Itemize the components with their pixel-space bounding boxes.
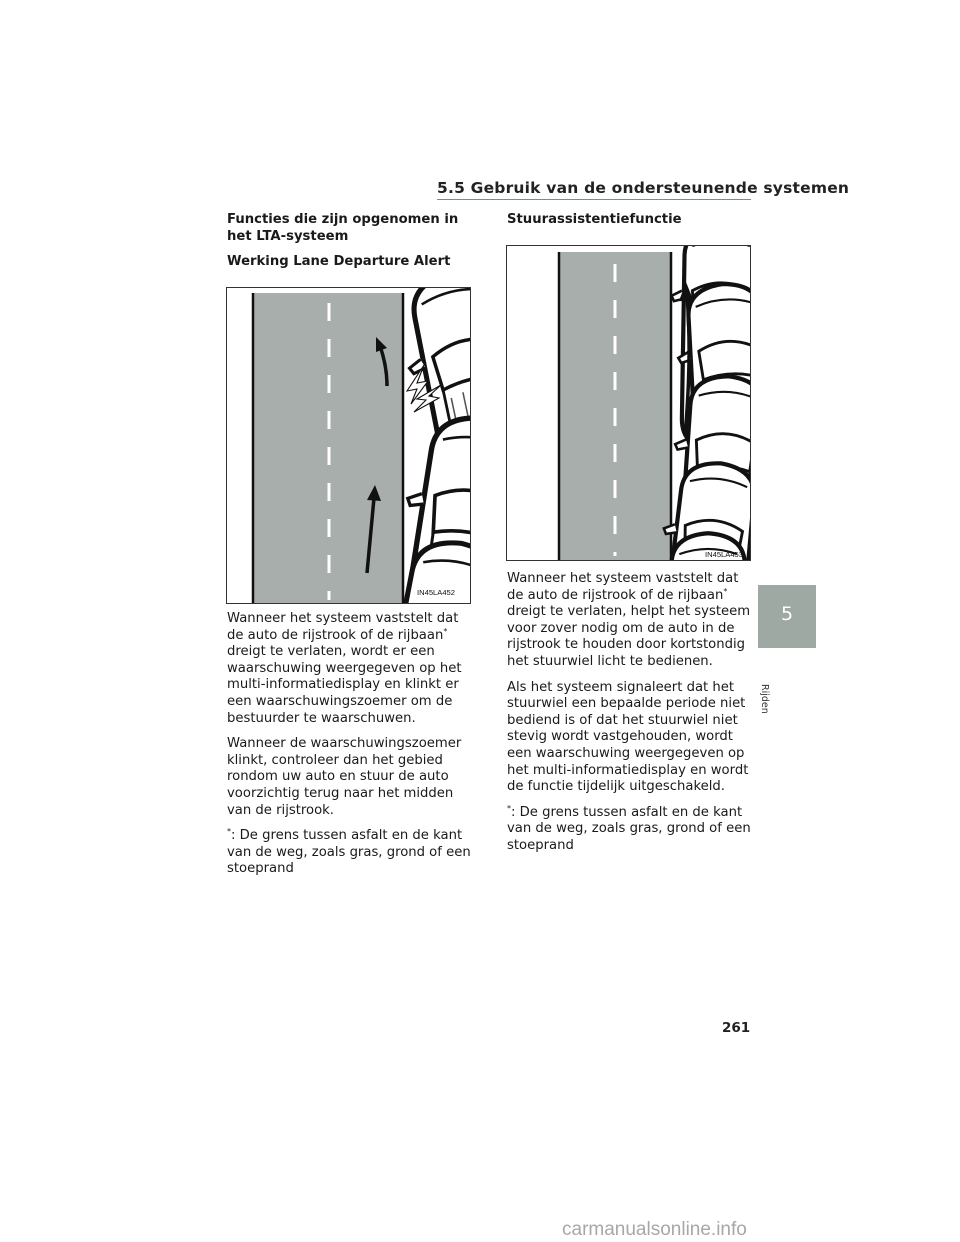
lane-departure-alert-figure <box>226 287 471 604</box>
chapter-tab <box>758 585 816 648</box>
footnote-marker: * <box>723 586 728 596</box>
section-heading: Functies die zijn opgenomen in het LTA-systeem <box>227 212 459 244</box>
figure-code: IN45LA453 <box>705 550 743 559</box>
section-title: 5.5 Gebruik van de ondersteunende systemen <box>437 179 850 197</box>
paragraph-2: Wanneer de waarschuwingszoemer klinkt, controleer dan het gebied rondom uw auto en stuur de auto voorzichtig terug naar het midden van de rijstrook. <box>227 736 462 818</box>
steering-assist-figure <box>506 245 751 561</box>
header-rule <box>437 199 751 200</box>
road-surface <box>559 252 671 560</box>
left-column-top <box>227 212 477 280</box>
left-column-body <box>227 611 477 887</box>
chapter-label: Rijden <box>759 684 770 714</box>
figure-code: IN45LA452 <box>417 588 455 597</box>
paragraph-1: Wanneer het systeem vaststelt dat de auto de rijstrook of de rijbaan* dreigt te verlaten, helpt het systeem voor zover nodig om de auto in de rijstrook te houden door kortstondig het stuurwiel licht te bedienen. <box>507 571 751 669</box>
footnote: *: De grens tussen asfalt en de kant van de weg, zoals gras, grond of een stoeprand <box>507 803 751 853</box>
subsection-heading-steering: Stuurassistentiefunctie <box>507 212 682 227</box>
right-column-body <box>507 571 757 864</box>
page-number: 261 <box>722 1020 751 1036</box>
right-column-top <box>507 212 757 238</box>
footnote-marker: * <box>443 626 448 636</box>
chapter-number: 5 <box>780 603 794 625</box>
paragraph-2: Als het systeem signaleert dat het stuurwiel een bepaalde periode niet bediend is of dat het stuurwiel niet stevig wordt vastgehouden, wordt een waarschuwing weergegeven op het multi-informatiedisplay en wordt de functie tijdelijk uitgeschakeld. <box>507 679 749 795</box>
watermark: carmanualsonline.info <box>562 1219 747 1240</box>
lane-departure-illustration <box>227 288 470 603</box>
footnote: *: De grens tussen asfalt en de kant van de weg, zoals gras, grond of een stoeprand <box>227 827 471 877</box>
subsection-heading: Werking Lane Departure Alert <box>227 254 451 270</box>
steering-assist-illustration <box>507 246 750 560</box>
paragraph-1: Wanneer het systeem vaststelt dat de auto de rijstrook of de rijbaan* dreigt te verlaten, wordt er een waarschuwing weergegeven op het multi-informatiedisplay en klinkt er een waarschuwingszoemer om de bestuurder te waarschuwen. <box>227 611 462 726</box>
